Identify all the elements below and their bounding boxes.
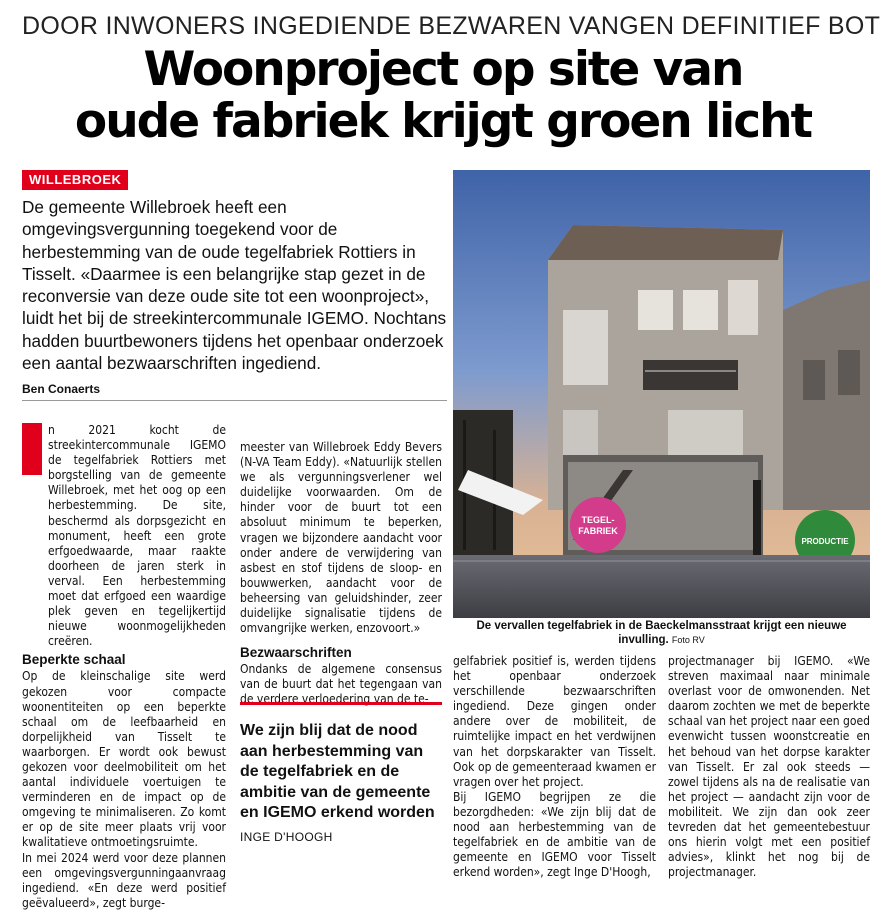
headline-line-2: oude fabriek krijgt groen licht <box>74 94 812 149</box>
article-photo <box>453 170 870 618</box>
caption-text: De vervallen tegelfabriek in de Baeckelmansstraat krijgt een nieuwe invulling. <box>476 620 847 646</box>
body-paragraph: In mei 2024 werd voor deze plannen een omgevingsvergunningaanvraag ingediend. «En deze werd positief geëvalueerd», zegt burge- <box>22 850 226 910</box>
body-paragraph: gelfabriek positief is, werden tijdens het openbaar onderzoek verschillende bezwaarschriften ingediend. Deze gingen onder andere over de mobiliteit, de ruimtelijke impact en het verdwijnen van het dorpskarakter van Tisselt. Ook op de gemeenteraad kwamen er vragen over het project. <box>453 654 656 789</box>
factory-illustration <box>453 170 870 618</box>
article-column-1 <box>22 423 226 911</box>
headline-line-1: Woonproject op site van <box>143 42 743 97</box>
byline: Ben Conaerts <box>22 382 447 401</box>
banner-tegelfabriek: TEGEL- <box>581 515 615 525</box>
headline <box>10 44 876 148</box>
pull-quote-text: We zijn blij dat de nood aan herbestemming van de tegelfabriek en de ambitie van de gemeente en IGEMO erkend worden <box>240 722 435 821</box>
pull-quote-author: INGE D'HOOGH <box>240 829 333 844</box>
svg-text:FABRIEK: FABRIEK <box>578 526 618 536</box>
body-paragraph: Bij IGEMO begrijpen ze die bezorgdheden: «We zijn blij dat de nood aan herbestemming van de tegelfabriek en de ambitie van de gemeente en IGEMO voor Tisselt erkend worden», zegt Inge D'Hoogh, <box>453 789 656 880</box>
photo-credit: Foto RV <box>671 635 705 645</box>
body-paragraph: Op de kleinschalige site werd gekozen voor compacte woonentiteiten op een beperkte schaal om de leefbaarheid en dorpelijkheid van Tisselt te waarborgen. Er wordt ook bewust gekozen voor deelmobiliteit om het aantal individuele voertuigen te verminderen en de impact op de omgeving te minimaliseren. Zo komt er op de site meer plaats vrij voor kwalitatieve ontmoetingsruimte. <box>22 669 226 850</box>
photo-caption <box>453 619 870 647</box>
article-column-3 <box>453 654 656 880</box>
article-column-4 <box>668 654 870 880</box>
article-column-2 <box>240 440 442 708</box>
intro-paragraph: De gemeente Willebroek heeft een omgevingsvergunning toegekend voor de herbestemming van de oude tegelfabriek Rottiers in Tisselt. «Daarmee is een belangrijke stap gezet in de reconversie van deze oude site tot een woonproject», luidt het bij de streekintercommunale IGEMO. Nochtans hadden buurtbewoners tijdens het openbaar onderzoek een aantal bezwaarschriften ingediend. <box>22 197 447 374</box>
body-paragraph: Ondanks de algemene consensus van de buurt dat het tegengaan van de verdere verloedering van de te- <box>240 662 442 707</box>
location-tag: WILLEBROEK <box>22 170 128 190</box>
kicker: DOOR INWONERS INGEDIENDE BEZWAREN VANGEN DEFINITIEF BOT <box>22 12 881 40</box>
banner-productie: PRODUCTIE <box>801 537 849 546</box>
subheading-bezwaarschriften: Bezwaarschriften <box>240 645 352 661</box>
body-paragraph: projectmanager bij IGEMO. «We streven maximaal naar minimale overlast voor de omwonenden. Net daarom zochten we met de beperkte schaal van het project naar een goed evenwicht tussen woonstcreatie en het behoud van het dorpse karakter van Tisselt. Er zal ook steeds — zowel tijdens als na de realisatie van het project — aandacht zijn voor de mobiliteit. We zijn dan ook zeer tevreden dat het gemeentebestuur ons hierin volgt met een positief advies», klinkt het nog bij de projectmanager. <box>668 654 870 880</box>
body-paragraph: n 2021 kocht de streekintercommunale IGEMO de tegelfabriek Rottiers met borgstelling van de gemeente Willebroek, met het oog op een herbestemming. De site, beschermd als dorpsgezicht en monument, heeft een grote erfgoedwaarde, maar raakte doorheen de jaren sterk in verval. Een herbestemming moet dat erfgoed een waardige plek geven en tegelijkertijd nieuwe woonmogelijkheden creëren. <box>48 423 226 649</box>
subheading-beperkte-schaal: Beperkte schaal <box>22 652 126 668</box>
body-paragraph: meester van Willebroek Eddy Bevers (N-VA Team Eddy). «Natuurlijk stellen we als vergunningsverlener wel duidelijke voorwaarden. Om de hinder voor de buurt tot een absoluut minimum te beperken, vragen we bijzondere aandacht voor onder andere de verwijdering van asbest en stof tijdens de sloop- en bouwwerken, aandacht voor de beheersing van geluidshinder, zeer duidelijke signalisatie tijdens de omvangrijke werken, enzovoort.» <box>240 440 442 636</box>
pull-quote <box>240 702 442 844</box>
